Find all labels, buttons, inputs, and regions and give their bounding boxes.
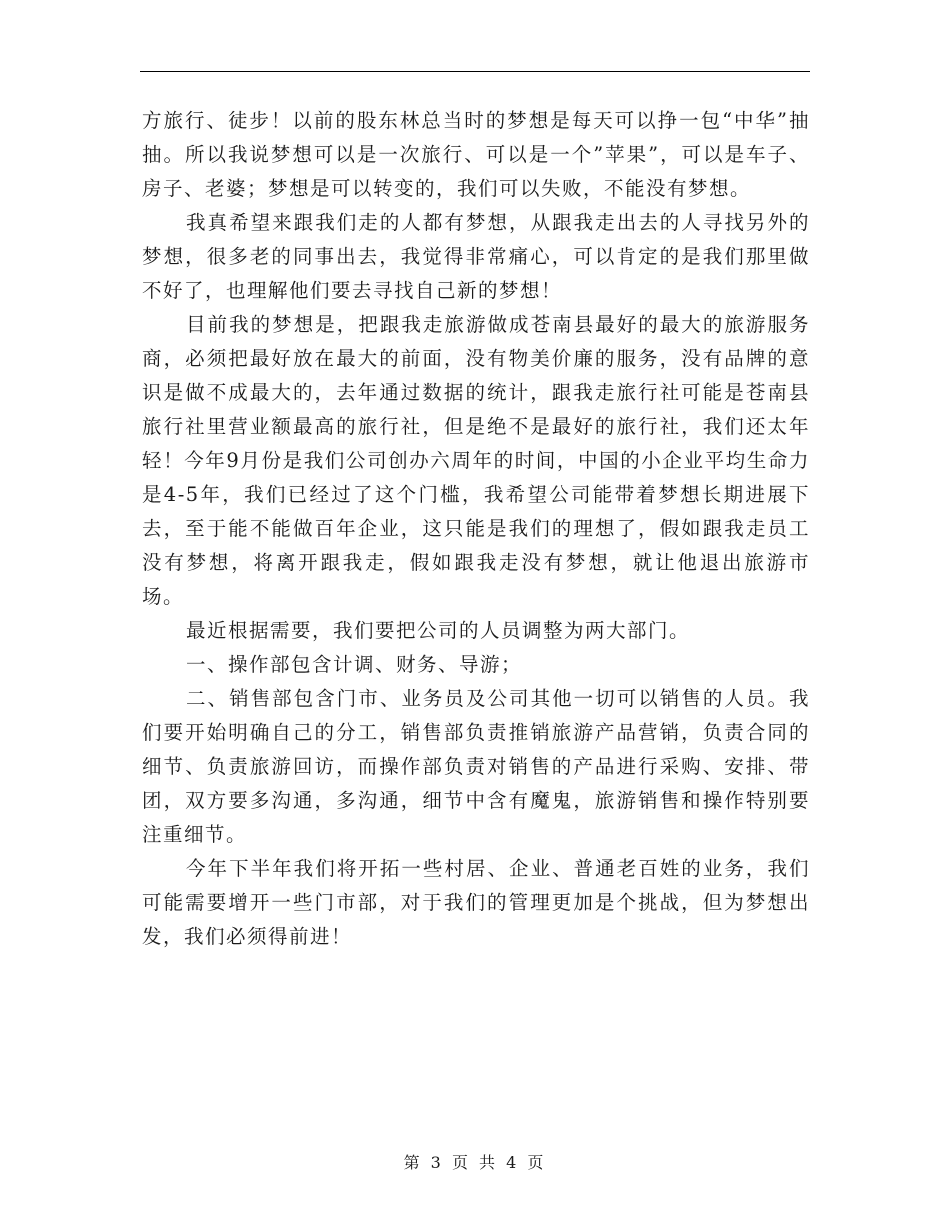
page-number-footer: 第 3 页 共 4 页 [403,1153,547,1172]
header-rule [140,71,810,72]
paragraph: 一、操作部包含计调、财务、导游； [186,653,523,676]
paragraph: 我真希望来跟我们走的人都有梦想，从跟我走出去的人寻找另外的梦想，很多老的同事出去，我觉得非常痛心，可以肯定的是我们那里做不好了，也理解他们要去寻找自己新的梦想！ [142,211,810,302]
paragraph: 最近根据需要，我们要把公司的人员调整为两大部门。 [186,619,691,642]
document-body [142,104,810,954]
paragraph: 目前我的梦想是，把跟我走旅游做成苍南县最好的最大的旅游服务商，必须把最好放在最大的前面，没有物美价廉的服务，没有品牌的意识是做不成最大的，去年通过数据的统计，跟我走旅行社可能是苍南县旅行社里营业额最高的旅行社，但是绝不是最好的旅行社，我们还太年轻！今年9月份是我们公司创办六周年的时间，中国的小企业平均生命力是4-5年，我们已经过了这个门槛，我希望公司能带着梦想长期进展下去，至于能不能做百年企业，这只能是我们的理想了，假如跟我走员工没有梦想，将离开跟我走，假如跟我走没有梦想，就让他退出旅游市场。 [142,313,810,608]
paragraph: 今年下半年我们将开拓一些村居、企业、普通老百姓的业务，我们可能需要增开一些门市部，对于我们的管理更加是个挑战，但为梦想出发，我们必须得前进！ [142,857,810,948]
paragraph: 方旅行、徒步！以前的股东林总当时的梦想是每天可以挣一包“中华”抽抽。所以我说梦想可以是一次旅行、可以是一个”苹果”，可以是车子、房子、老婆；梦想是可以转变的，我们可以失败，不能没有梦想。 [142,109,810,200]
paragraph: 二、销售部包含门市、业务员及公司其他一切可以销售的人员。我们要开始明确自己的分工，销售部负责推销旅游产品营销，负责合同的细节、负责旅游回访，而操作部负责对销售的产品进行采购、安排、带团，双方要多沟通，多沟通，细节中含有魔鬼，旅游销售和操作特别要注重细节。 [142,687,810,846]
